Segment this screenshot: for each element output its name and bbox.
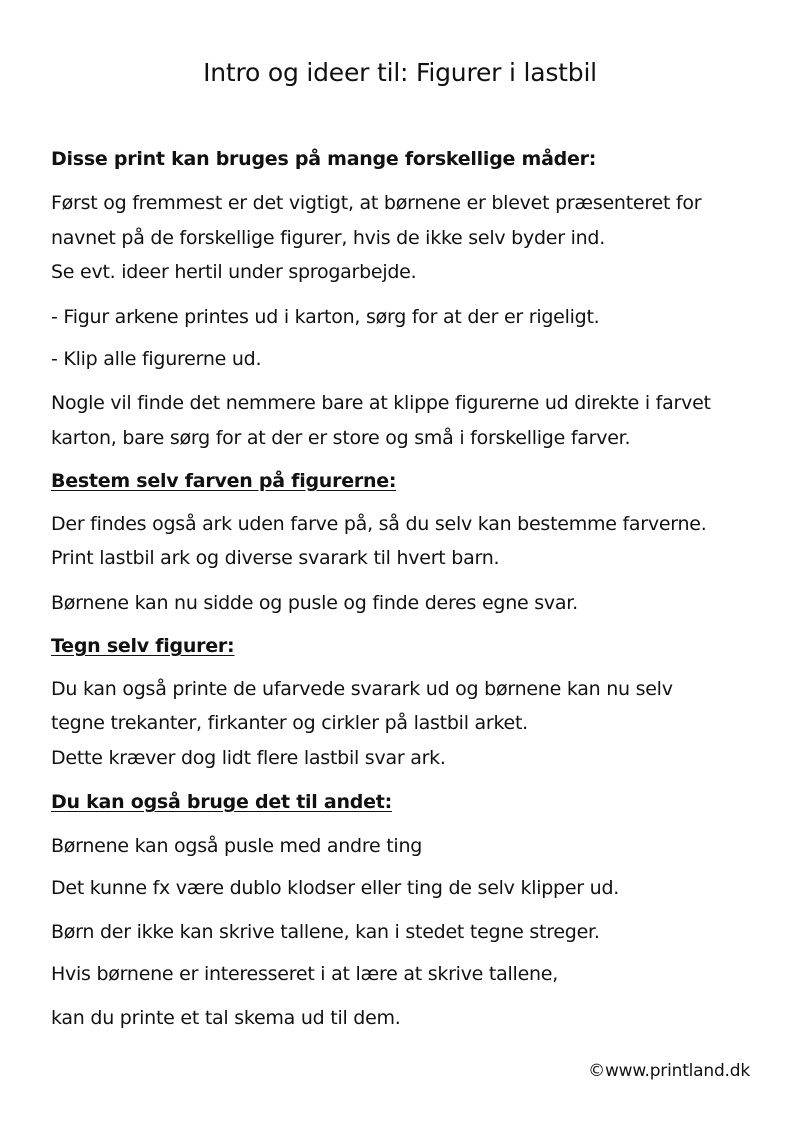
section-heading-other: Du kan også bruge det til andet: [51,791,392,813]
intro-heading: Disse print kan bruges på mange forskellige måder: [51,148,597,170]
section-line: Du kan også printe de ufarvede svarark ud og børnene kan nu selv [51,678,673,700]
section-line: Børnene kan nu sidde og pusle og finde deres egne svar. [51,592,578,614]
section-line: kan du printe et tal skema ud til dem. [51,1007,401,1029]
section-line: Dette kræver dog lidt flere lastbil svar ark. [51,747,446,769]
intro-line: - Figur arkene printes ud i karton, sørg for at der er rigeligt. [51,306,600,328]
section-line: Det kunne fx være dublo klodser eller ting de selv klipper ud. [51,877,620,899]
copyright-footer: ©www.printland.dk [588,1061,750,1081]
section-line: Print lastbil ark og diverse svarark til hvert barn. [51,547,500,569]
page-title: Intro og ideer til: Figurer i lastbil [203,58,597,87]
intro-line: Nogle vil finde det nemmere bare at klippe figurerne ud direkte i farvet [51,392,711,414]
section-heading-draw: Tegn selv figurer: [51,635,235,657]
intro-line: karton, bare sørg for at der er store og små i forskellige farver. [51,427,631,449]
intro-line: Se evt. ideer hertil under sprogarbejde. [51,261,417,283]
intro-line: navnet på de forskellige figurer, hvis de ikke selv byder ind. [51,227,605,249]
section-line: Der findes også ark uden farve på, så du selv kan bestemme farverne. [51,513,707,535]
section-line: tegne trekanter, firkanter og cirkler på lastbil arket. [51,712,528,734]
section-line: Hvis børnene er interesseret i at lære at skrive tallene, [51,963,559,985]
section-line: Børn der ikke kan skrive tallene, kan i stedet tegne streger. [51,921,600,943]
section-heading-color: Bestem selv farven på figurerne: [51,470,397,492]
section-line: Børnene kan også pusle med andre ting [51,835,423,857]
intro-line: - Klip alle figurerne ud. [51,348,262,370]
intro-line: Først og fremmest er det vigtigt, at børnene er blevet præsenteret for [51,192,702,214]
